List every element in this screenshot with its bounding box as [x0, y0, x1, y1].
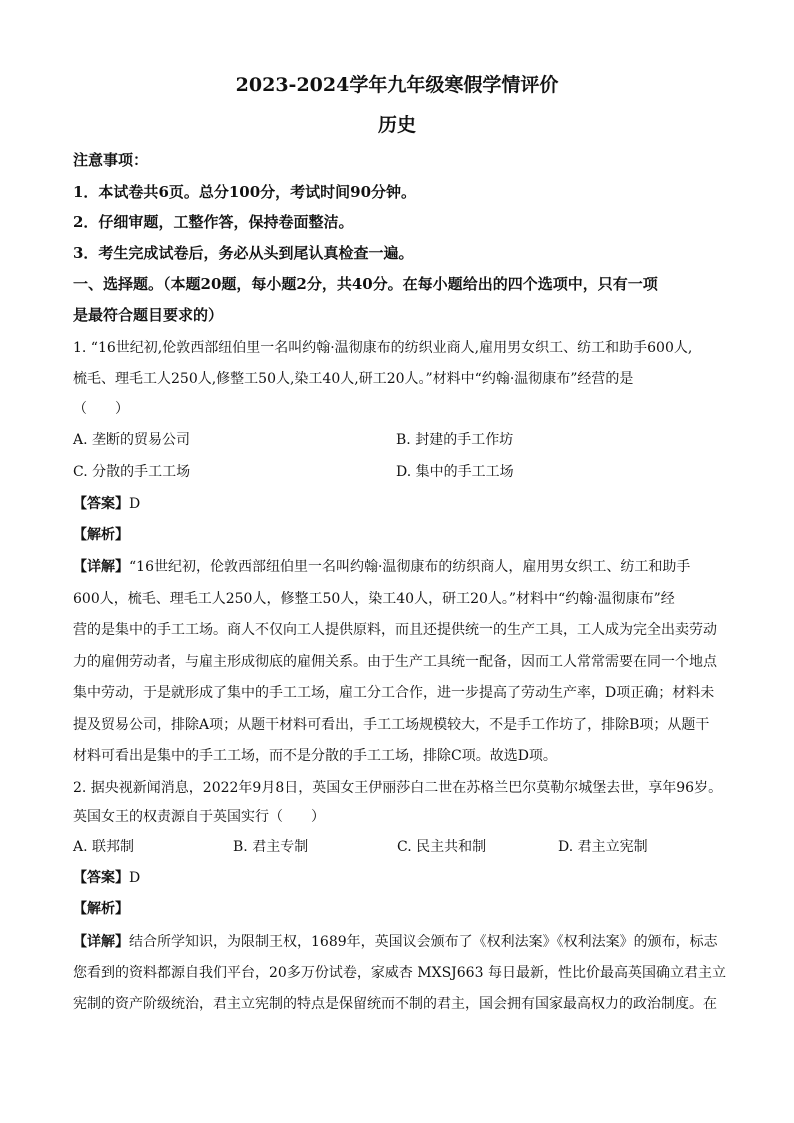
q2-detail — [73, 932, 733, 952]
detail-label: 【详解】 — [73, 934, 129, 950]
answer-label: 【答案】 — [73, 496, 129, 512]
q1-detail: 营的是集中的手工工场。商人不仅向工人提供原料，而且还提供统一的生产工具，工人成为完全出卖劳动 — [73, 622, 717, 638]
section-heading: 一、选择题。（本题20题，每小题2分，共40分。在每小题给出的四个选项中，只有一项 — [73, 275, 658, 293]
question-2-stem: 英国女王的权责源自于英国实行（ ） — [73, 809, 325, 825]
notice-item: 2．仔细审题，工整作答，保持卷面整洁。 — [73, 213, 354, 231]
q1-analysis-label: 【解析】 — [73, 527, 129, 543]
q1-detail: 集中劳动，于是就形成了集中的手工工场，雇工分工合作，进一步提高了劳动生产率，D项正确；材料未 — [73, 685, 715, 701]
notice-item: 1．本试卷共6页。总分100分，考试时间90分钟。 — [73, 183, 417, 201]
q1-detail: 提及贸易公司，排除A项；从题干材料可看出，手工工场规模较大，不是手工作坊了，排除B项；从题干 — [73, 717, 710, 733]
answer-value: D — [129, 496, 141, 512]
notice-heading: 注意事项： — [73, 151, 149, 169]
q1-detail — [73, 557, 733, 577]
q2-option-a: A. 联邦制 — [73, 839, 135, 855]
answer-label: 【答案】 — [73, 870, 129, 886]
q1-detail: 力的雇佣劳动者，与雇主形成彻底的雇佣关系。由于生产工具统一配备，因而工人常常需要在同一个地点 — [73, 654, 717, 670]
question-1-stem: 梳毛、理毛工人250人,修整工50人,染工40人,研工20人。”材料中“约翰·温彻康布”经营的是 — [73, 371, 634, 387]
question-1-stem: （ ） — [73, 401, 129, 417]
q1-option-d: D. 集中的手工工场 — [396, 464, 514, 480]
q2-detail: 宪制的资产阶级统治，君主立宪制的特点是保留统而不制的君主，国会拥有国家最高权力的政治制度。在 — [73, 996, 717, 1012]
q1-option-c: C. 分散的手工工场 — [73, 464, 191, 480]
q1-detail: 材料可看出是集中的手工工场，而不是分散的手工工场，排除C项。故选D项。 — [73, 748, 557, 764]
q2-detail: 您看到的资料都源自我们平台，20多万份试卷，家威杏 MXSJ663 每日最新，性比价最高英国确立君主立 — [73, 965, 726, 981]
q2-analysis-label: 【解析】 — [73, 901, 129, 917]
section-heading-cont: 是最符合题目要求的） — [73, 306, 224, 324]
q2-option-c: C. 民主共和制 — [397, 839, 487, 855]
q2-option-b: B. 君主专制 — [233, 839, 309, 855]
q2-answer — [73, 868, 733, 888]
question-2-stem: 2. 据央视新闻消息，2022年9月8日，英国女王伊丽莎白二世在苏格兰巴尔莫勒尔城堡去世，享年96岁。 — [73, 780, 723, 796]
q1-option-a: A. 垄断的贸易公司 — [73, 432, 191, 448]
q1-answer — [73, 494, 733, 514]
exam-title: 2023-2024学年九年级寒假学情评价 — [235, 74, 559, 96]
question-1-stem: 1. “16世纪初,伦敦西部纽伯里一名叫约翰·温彻康布的纺织业商人,雇用男女织工、纺工和助手600人, — [73, 340, 693, 356]
subject-title: 历史 — [377, 114, 416, 136]
detail-text: “16世纪初，伦敦西部纽伯里一名叫约翰·温彻康布的纺织商人，雇用男女织工、纺工和助手 — [129, 559, 691, 575]
detail-text: 结合所学知识，为限制王权，1689年，英国议会颁布了《权利法案》《权利法案》的颁布，标志 — [129, 934, 718, 950]
notice-item: 3．考生完成试卷后，务必从头到尾认真检查一遍。 — [73, 244, 414, 262]
q1-option-b: B. 封建的手工作坊 — [396, 432, 514, 448]
answer-value: D — [129, 870, 141, 886]
detail-label: 【详解】 — [73, 559, 129, 575]
q2-option-d: D. 君主立宪制 — [558, 839, 648, 855]
q1-detail: 600人，梳毛、理毛工人250人，修整工50人，染工40人，研工20人。”材料中“约翰·温彻康布”经 — [73, 591, 675, 607]
